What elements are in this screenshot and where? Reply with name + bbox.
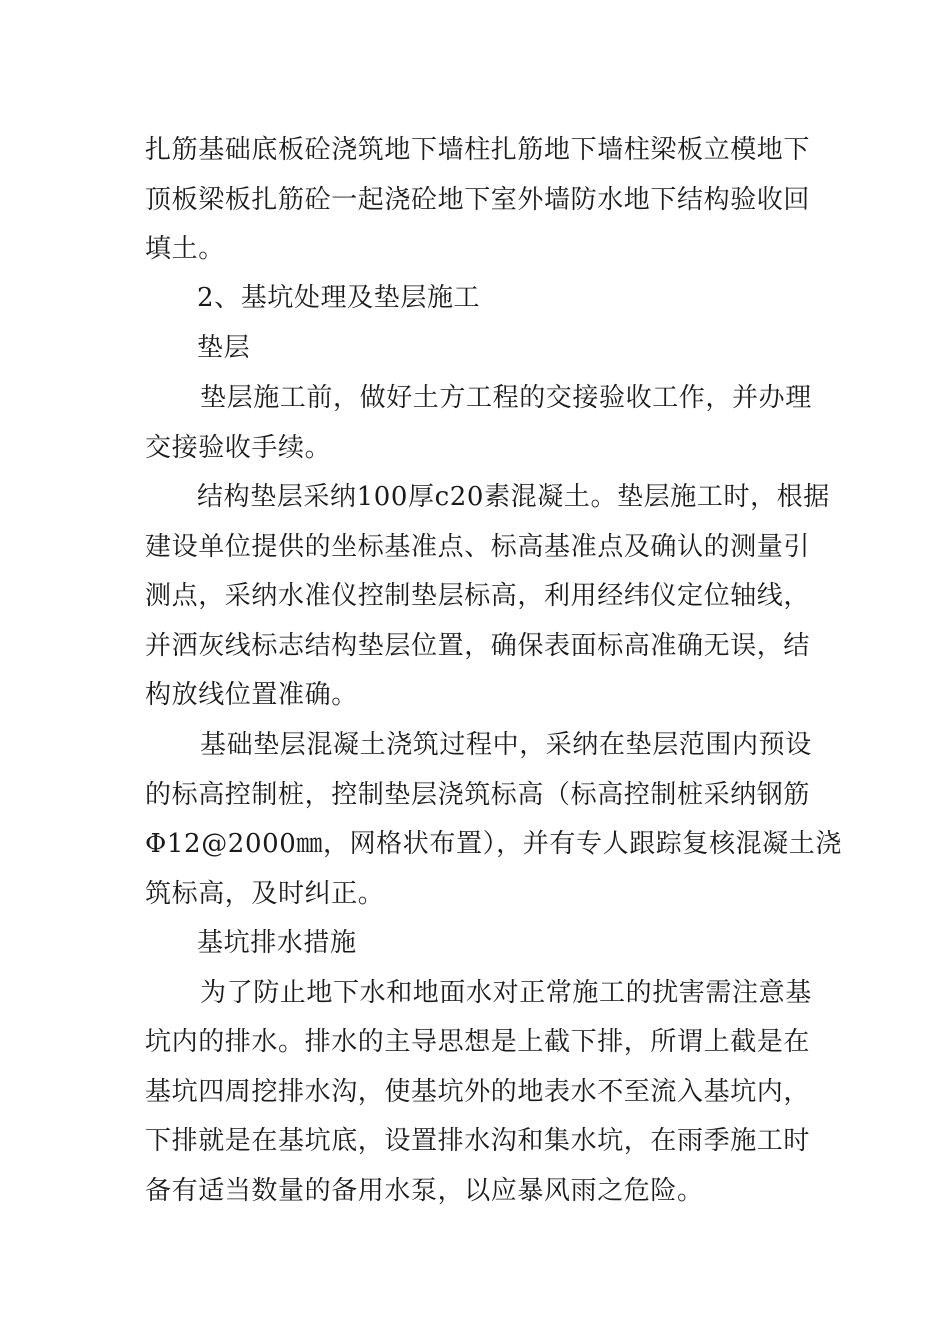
section-heading: 2、基坑处理及垫层施工 [197, 283, 481, 313]
subsection-heading: 垫层 [197, 333, 251, 363]
text-line: 顶板梁板扎筋砼一起浇砼地下室外墙防水地下结构验收回 [145, 185, 811, 215]
subsection-heading: 基坑排水措施 [197, 928, 357, 958]
text-line: 垫层施工前，做好土方工程的交接验收工作，并办理 [200, 383, 812, 413]
text-line: Φ12@2000㎜，网格状布置），并有专人跟踪复核混凝土浇 [145, 829, 842, 859]
text-line: 为了防止地下水和地面水对正常施工的扰害需注意基 [200, 978, 812, 1008]
text-line: 基础垫层混凝土浇筑过程中，采纳在垫层范围内预设 [200, 730, 812, 760]
text-line: 并洒灰线标志结构垫层位置，确保表面标高准确无误，结 [145, 631, 811, 661]
text-line: 交接验收手续。 [145, 433, 332, 463]
text-line: 结构垫层采纳100厚c20素混凝土。垫层施工时，根据 [197, 482, 830, 512]
text-line: 填土。 [145, 234, 225, 264]
text-line: 坑内的排水。排水的主导思想是上截下排，所谓上截是在 [145, 1027, 811, 1057]
text-line: 下排就是在基坑底，设置排水沟和集水坑，在雨季施工时 [145, 1126, 811, 1156]
text-line: 的标高控制桩，控制垫层浇筑标高（标高控制桩采纳钢筋 [145, 780, 811, 810]
text-line: 备有适当数量的备用水泵，以应暴风雨之危险。 [145, 1176, 704, 1206]
text-line: 筑标高，及时纠正。 [145, 879, 385, 909]
text-line: 建设单位提供的坐标基准点、标高基准点及确认的测量引 [145, 532, 811, 562]
text-line: 扎筋基础底板砼浇筑地下墙柱扎筋地下墙柱梁板立模地下 [145, 135, 811, 165]
text-line: 基坑四周挖排水沟，使基坑外的地表水不至流入基坑内， [145, 1077, 811, 1107]
text-line: 构放线位置准确。 [145, 680, 358, 710]
text-line: 测点，采纳水准仪控制垫层标高，利用经纬仪定位轴线， [145, 581, 811, 611]
